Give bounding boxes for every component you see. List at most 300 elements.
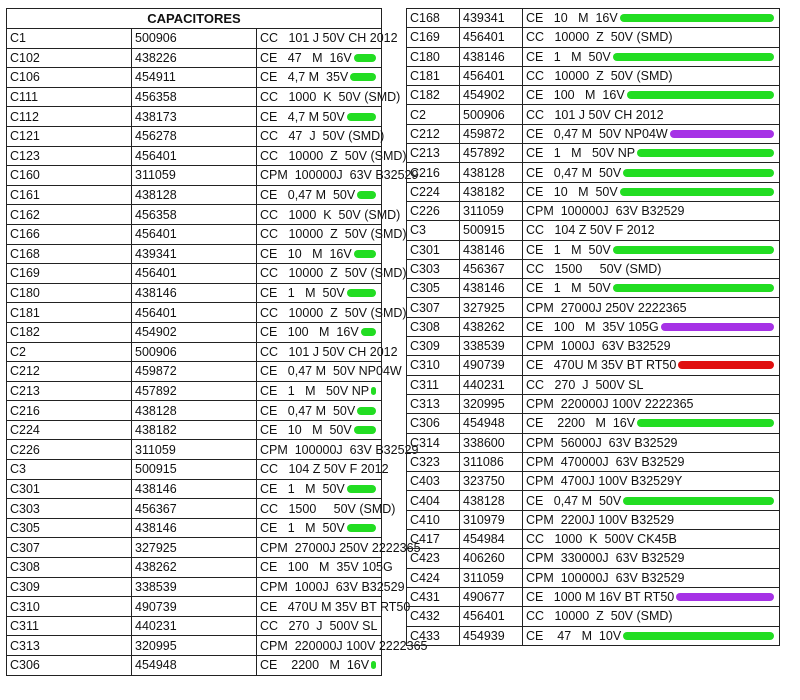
part-description: CPM 220000J 100V 2222365 xyxy=(526,397,694,412)
table-row xyxy=(407,259,780,278)
table-row xyxy=(7,303,382,323)
part-code: 311086 xyxy=(460,452,523,471)
part-code: 438146 xyxy=(132,283,257,303)
part-description: CE 1 M 50V NP xyxy=(260,383,370,398)
green-highlight-marker xyxy=(354,426,376,434)
part-code: 438262 xyxy=(132,558,257,578)
part-description-cell xyxy=(257,166,419,186)
part-code: 439341 xyxy=(132,244,257,264)
part-code: 456401 xyxy=(132,146,257,166)
table-row xyxy=(7,420,382,440)
part-description: CC 101 J 50V CH 2012 xyxy=(526,107,664,122)
part-description: CE 0,47 M 50V xyxy=(526,493,622,508)
green-highlight-marker xyxy=(637,149,774,157)
component-ref: C410 xyxy=(407,510,460,529)
table-row xyxy=(7,597,382,617)
part-description: CE 2200 M 16V xyxy=(260,658,370,673)
part-description-cell xyxy=(523,144,780,163)
component-ref: C226 xyxy=(407,201,460,220)
table-row xyxy=(7,68,382,88)
part-description-cell xyxy=(523,240,780,259)
part-description-cell xyxy=(257,518,382,538)
part-code: 440231 xyxy=(460,375,523,394)
part-code: 459872 xyxy=(132,362,257,382)
part-description-cell xyxy=(257,538,421,558)
part-description: CPM 2200J 100V B32529 xyxy=(526,512,675,527)
green-highlight-marker xyxy=(623,497,774,505)
table-row xyxy=(407,626,780,645)
part-description: CPM 220000J 100V 2222365 xyxy=(260,638,428,653)
part-description: CE 100 M 35V 105G xyxy=(260,560,393,575)
component-ref: C2 xyxy=(407,105,460,124)
part-code: 500906 xyxy=(132,342,257,362)
part-description-cell xyxy=(257,381,382,401)
green-highlight-marker xyxy=(371,387,376,395)
green-highlight-marker xyxy=(354,54,376,62)
component-ref: C3 xyxy=(407,221,460,240)
part-description-cell xyxy=(257,107,382,127)
table-row xyxy=(7,224,382,244)
part-description: CC 101 J 50V CH 2012 xyxy=(260,31,398,46)
part-description: CE 100 M 35V 105G xyxy=(526,319,659,334)
part-description: CC 104 Z 50V F 2012 xyxy=(526,223,655,238)
part-description-cell xyxy=(523,9,780,28)
component-ref: C212 xyxy=(7,362,132,382)
component-ref: C3 xyxy=(7,460,132,480)
part-description-cell xyxy=(523,86,780,105)
green-highlight-marker xyxy=(371,661,376,669)
part-code: 438146 xyxy=(460,47,523,66)
table-row xyxy=(407,163,780,182)
component-ref: C216 xyxy=(7,401,132,421)
part-code: 454948 xyxy=(460,414,523,433)
table-row xyxy=(7,616,382,636)
part-code: 456278 xyxy=(132,126,257,146)
part-description: CE 1 M 50V xyxy=(526,49,611,64)
component-ref: C306 xyxy=(407,414,460,433)
table-row xyxy=(7,479,382,499)
part-description: CPM 100000J 63V B32529 xyxy=(526,570,685,585)
component-ref: C224 xyxy=(407,182,460,201)
part-description-cell xyxy=(523,317,780,336)
part-code: 456401 xyxy=(132,264,257,284)
table-row xyxy=(407,414,780,433)
green-highlight-marker xyxy=(350,73,376,81)
part-code: 438128 xyxy=(132,401,257,421)
green-highlight-marker xyxy=(627,91,774,99)
table-row xyxy=(407,491,780,510)
part-code: 490739 xyxy=(460,356,523,375)
part-code: 438226 xyxy=(132,48,257,68)
component-ref: C169 xyxy=(407,28,460,47)
green-highlight-marker xyxy=(613,53,774,61)
part-description-cell xyxy=(523,163,780,182)
table-row xyxy=(407,568,780,587)
component-ref: C308 xyxy=(407,317,460,336)
part-description: CE 4,7 M 35V xyxy=(260,70,349,85)
component-ref: C1 xyxy=(7,29,132,49)
part-description-cell xyxy=(257,264,407,284)
component-ref: C313 xyxy=(7,636,132,656)
green-highlight-marker xyxy=(357,407,376,415)
table-row xyxy=(7,244,382,264)
part-description-cell xyxy=(523,279,780,298)
part-description: CC 10000 Z 50V (SMD) xyxy=(526,609,673,624)
component-ref: C224 xyxy=(7,420,132,440)
part-description: CE 1 M 50V xyxy=(526,242,611,257)
part-description: CPM 470000J 63V B32529 xyxy=(526,454,685,469)
part-description: CE 100 M 16V xyxy=(526,88,625,103)
component-ref: C423 xyxy=(407,549,460,568)
component-ref: C433 xyxy=(407,626,460,645)
red-highlight-marker xyxy=(678,361,774,369)
table-row xyxy=(7,381,382,401)
part-description-cell xyxy=(257,146,407,166)
part-description: CC 10000 Z 50V (SMD) xyxy=(526,69,673,84)
part-code: 459872 xyxy=(460,124,523,143)
part-description: CC 10000 Z 50V (SMD) xyxy=(260,227,407,242)
part-description: CE 470U M 35V BT RT50 xyxy=(526,358,677,373)
part-description-cell xyxy=(523,568,780,587)
component-ref: C403 xyxy=(407,472,460,491)
component-ref: C181 xyxy=(7,303,132,323)
part-description-cell xyxy=(257,479,382,499)
part-description-cell xyxy=(257,656,382,676)
table-row xyxy=(7,440,382,460)
part-description-cell xyxy=(257,401,382,421)
part-code: 490739 xyxy=(132,597,257,617)
part-code: 320995 xyxy=(132,636,257,656)
component-ref: C213 xyxy=(407,144,460,163)
part-description-cell xyxy=(523,105,780,124)
part-code: 457892 xyxy=(460,144,523,163)
part-code: 454902 xyxy=(460,86,523,105)
part-code: 454948 xyxy=(132,656,257,676)
part-description: CE 1 M 50V xyxy=(260,481,345,496)
part-code: 456401 xyxy=(460,66,523,85)
component-ref: C123 xyxy=(7,146,132,166)
component-ref: C313 xyxy=(407,394,460,413)
part-description-cell xyxy=(257,499,396,519)
part-code: 438128 xyxy=(132,185,257,205)
component-ref: C310 xyxy=(7,597,132,617)
table-row xyxy=(7,126,382,146)
component-ref: C180 xyxy=(7,283,132,303)
part-description: CC 10000 Z 50V (SMD) xyxy=(260,266,407,281)
part-description: CE 0,47 M 50V NP04W xyxy=(526,126,668,141)
component-ref: C307 xyxy=(407,298,460,317)
part-description: CPM 100000J 63V B32529 xyxy=(526,204,685,219)
part-code: 311059 xyxy=(460,201,523,220)
green-highlight-marker xyxy=(361,328,376,336)
part-description-cell xyxy=(257,440,419,460)
component-ref: C160 xyxy=(7,166,132,186)
table-title: CAPACITORES xyxy=(7,9,382,29)
part-description-cell xyxy=(523,28,780,47)
table-row xyxy=(7,87,382,107)
component-ref: C314 xyxy=(407,433,460,452)
green-highlight-marker xyxy=(347,289,376,297)
part-description-cell xyxy=(523,433,780,452)
component-ref: C417 xyxy=(407,530,460,549)
part-code: 454902 xyxy=(132,322,257,342)
part-description: CE 0,47 M 50V xyxy=(260,188,356,203)
component-ref: C181 xyxy=(407,66,460,85)
component-ref: C166 xyxy=(7,224,132,244)
component-ref: C102 xyxy=(7,48,132,68)
part-description: CE 10 M 50V xyxy=(260,423,352,438)
component-ref: C111 xyxy=(7,87,132,107)
table-row xyxy=(407,105,780,124)
part-description-cell xyxy=(257,420,382,440)
table-row xyxy=(7,460,382,480)
component-ref: C310 xyxy=(407,356,460,375)
component-ref: C112 xyxy=(7,107,132,127)
table-row xyxy=(7,107,382,127)
capacitor-table-right xyxy=(406,8,780,646)
part-description-cell xyxy=(523,472,780,491)
part-description-cell xyxy=(523,587,780,606)
green-highlight-marker xyxy=(613,284,774,292)
component-ref: C303 xyxy=(407,259,460,278)
part-description: CE 0,47 M 50V xyxy=(260,403,356,418)
part-description: CE 1 M 50V xyxy=(526,281,611,296)
component-ref: C169 xyxy=(7,264,132,284)
part-description: CPM 1000J 63V B32529 xyxy=(260,579,405,594)
part-description-cell xyxy=(257,126,385,146)
part-code: 500906 xyxy=(132,29,257,49)
part-code: 500915 xyxy=(460,221,523,240)
table-row xyxy=(407,182,780,201)
table-row xyxy=(407,317,780,336)
part-code: 327925 xyxy=(132,538,257,558)
table-row xyxy=(407,47,780,66)
table-row xyxy=(407,298,780,317)
component-ref: C180 xyxy=(407,47,460,66)
part-description-cell xyxy=(257,29,398,49)
table-row xyxy=(407,66,780,85)
part-description-cell xyxy=(257,322,382,342)
table-row xyxy=(407,144,780,163)
part-description-cell xyxy=(257,185,382,205)
table-row xyxy=(7,577,382,597)
table-row xyxy=(7,29,382,49)
part-code: 456367 xyxy=(460,259,523,278)
part-description-cell xyxy=(523,452,780,471)
part-code: 406260 xyxy=(460,549,523,568)
part-code: 439341 xyxy=(460,9,523,28)
part-code: 438146 xyxy=(132,479,257,499)
part-description-cell xyxy=(257,244,382,264)
part-description-cell xyxy=(523,182,780,201)
component-ref: C404 xyxy=(407,491,460,510)
table-row xyxy=(7,636,382,656)
component-ref: C311 xyxy=(7,616,132,636)
part-description: CC 10000 Z 50V (SMD) xyxy=(260,305,407,320)
component-ref: C424 xyxy=(407,568,460,587)
part-code: 456358 xyxy=(132,87,257,107)
part-description: CC 104 Z 50V F 2012 xyxy=(260,462,389,477)
part-code: 456401 xyxy=(460,28,523,47)
part-description-cell xyxy=(523,375,780,394)
part-description-cell xyxy=(257,558,393,578)
table-row xyxy=(407,201,780,220)
component-ref: C305 xyxy=(7,518,132,538)
green-highlight-marker xyxy=(623,169,774,177)
part-code: 440231 xyxy=(132,616,257,636)
component-ref: C305 xyxy=(407,279,460,298)
part-description-cell xyxy=(523,47,780,66)
part-code: 454984 xyxy=(460,530,523,549)
table-row xyxy=(7,322,382,342)
green-highlight-marker xyxy=(357,191,376,199)
component-ref: C303 xyxy=(7,499,132,519)
part-description-cell xyxy=(257,616,382,636)
part-code: 490677 xyxy=(460,587,523,606)
component-ref: C311 xyxy=(407,375,460,394)
component-ref: C323 xyxy=(407,452,460,471)
part-description: CE 47 M 16V xyxy=(260,50,352,65)
part-code: 457892 xyxy=(132,381,257,401)
component-ref: C106 xyxy=(7,68,132,88)
part-description-cell xyxy=(523,626,780,645)
part-code: 311059 xyxy=(460,568,523,587)
part-description: CE 0,47 M 50V NP04W xyxy=(260,364,402,379)
table-row xyxy=(407,240,780,259)
table-row xyxy=(7,401,382,421)
part-description: CPM 27000J 250V 2222365 xyxy=(526,300,687,315)
purple-highlight-marker xyxy=(670,130,774,138)
table-row xyxy=(7,499,382,519)
part-description-cell xyxy=(523,510,780,529)
component-ref: C168 xyxy=(407,9,460,28)
part-description-cell xyxy=(523,337,780,356)
part-description-cell xyxy=(523,298,780,317)
table-row xyxy=(407,472,780,491)
part-description: CE 470U M 35V BT RT50 xyxy=(260,599,411,614)
green-highlight-marker xyxy=(620,188,774,196)
component-ref: C2 xyxy=(7,342,132,362)
part-code: 327925 xyxy=(460,298,523,317)
part-code: 500915 xyxy=(132,460,257,480)
part-code: 311059 xyxy=(132,166,257,186)
table-row xyxy=(407,337,780,356)
part-description-cell xyxy=(523,530,780,549)
table-row xyxy=(407,607,780,626)
table-row xyxy=(407,394,780,413)
table-row xyxy=(407,452,780,471)
green-highlight-marker xyxy=(613,246,774,254)
table-row xyxy=(7,558,382,578)
component-ref: C182 xyxy=(7,322,132,342)
part-description: CC 101 J 50V CH 2012 xyxy=(260,344,398,359)
part-description: CE 4,7 M 50V xyxy=(260,109,345,124)
part-code: 438262 xyxy=(460,317,523,336)
part-description: CC 1500 50V (SMD) xyxy=(526,262,662,276)
part-description: CPM 330000J 63V B32529 xyxy=(526,551,685,566)
purple-highlight-marker xyxy=(661,323,774,331)
table-row xyxy=(407,221,780,240)
part-description: CE 47 M 10V xyxy=(526,628,622,643)
table-row xyxy=(7,518,382,538)
component-ref: C301 xyxy=(407,240,460,259)
component-ref: C168 xyxy=(7,244,132,264)
part-description: CC 1500 50V (SMD) xyxy=(260,501,396,516)
component-ref: C162 xyxy=(7,205,132,225)
part-code: 320995 xyxy=(460,394,523,413)
part-code: 456358 xyxy=(132,205,257,225)
part-code: 500906 xyxy=(460,105,523,124)
table-body-right xyxy=(407,9,780,646)
green-highlight-marker xyxy=(620,14,774,22)
part-code: 438146 xyxy=(460,240,523,259)
part-code: 454911 xyxy=(132,68,257,88)
part-description: CC 1000 K 500V CK45B xyxy=(526,532,677,547)
part-description: CE 1 M 50V xyxy=(260,521,345,536)
part-description: CC 10000 Z 50V (SMD) xyxy=(526,30,673,45)
part-code: 456367 xyxy=(132,499,257,519)
part-description: CC 270 J 500V SL xyxy=(260,619,378,634)
part-description: CPM 4700J 100V B32529Y xyxy=(526,474,683,489)
part-description: CPM 27000J 250V 2222365 xyxy=(260,540,421,555)
part-description-cell xyxy=(523,259,780,278)
part-description: CC 1000 K 50V (SMD) xyxy=(260,207,401,222)
table-row xyxy=(407,433,780,452)
part-description-cell xyxy=(257,597,411,617)
part-description: CC 1000 K 50V (SMD) xyxy=(260,90,401,105)
component-ref: C309 xyxy=(7,577,132,597)
component-ref: C307 xyxy=(7,538,132,558)
part-description-cell xyxy=(523,221,780,240)
part-description: CE 10 M 50V xyxy=(526,184,618,199)
part-description-cell xyxy=(257,224,407,244)
part-description-cell xyxy=(257,205,401,225)
component-ref: C432 xyxy=(407,607,460,626)
table-row xyxy=(407,587,780,606)
part-code: 456401 xyxy=(132,303,257,323)
table-row xyxy=(407,86,780,105)
part-description-cell xyxy=(523,549,780,568)
table-row xyxy=(7,656,382,676)
part-description-cell xyxy=(523,356,780,375)
table-row xyxy=(407,510,780,529)
part-code: 438128 xyxy=(460,491,523,510)
green-highlight-marker xyxy=(623,632,774,640)
part-description: CPM 100000J 63V B32529 xyxy=(260,442,419,457)
part-description-cell xyxy=(523,394,780,413)
table-row xyxy=(7,185,382,205)
table-row xyxy=(7,342,382,362)
table-row xyxy=(407,124,780,143)
green-highlight-marker xyxy=(637,419,774,427)
part-description-cell xyxy=(257,636,428,656)
part-description: CPM 100000J 63V B32529 xyxy=(260,168,419,183)
component-ref: C309 xyxy=(407,337,460,356)
part-description: CE 10 M 16V xyxy=(260,246,352,261)
part-description-cell xyxy=(523,66,780,85)
part-description-cell xyxy=(257,362,402,382)
part-code: 438182 xyxy=(460,182,523,201)
component-ref: C212 xyxy=(407,124,460,143)
table-row xyxy=(407,549,780,568)
part-code: 338539 xyxy=(132,577,257,597)
part-description-cell xyxy=(257,342,398,362)
part-code: 454939 xyxy=(460,626,523,645)
part-code: 311059 xyxy=(132,440,257,460)
table-row xyxy=(7,48,382,68)
part-code: 456401 xyxy=(460,607,523,626)
component-ref: C161 xyxy=(7,185,132,205)
